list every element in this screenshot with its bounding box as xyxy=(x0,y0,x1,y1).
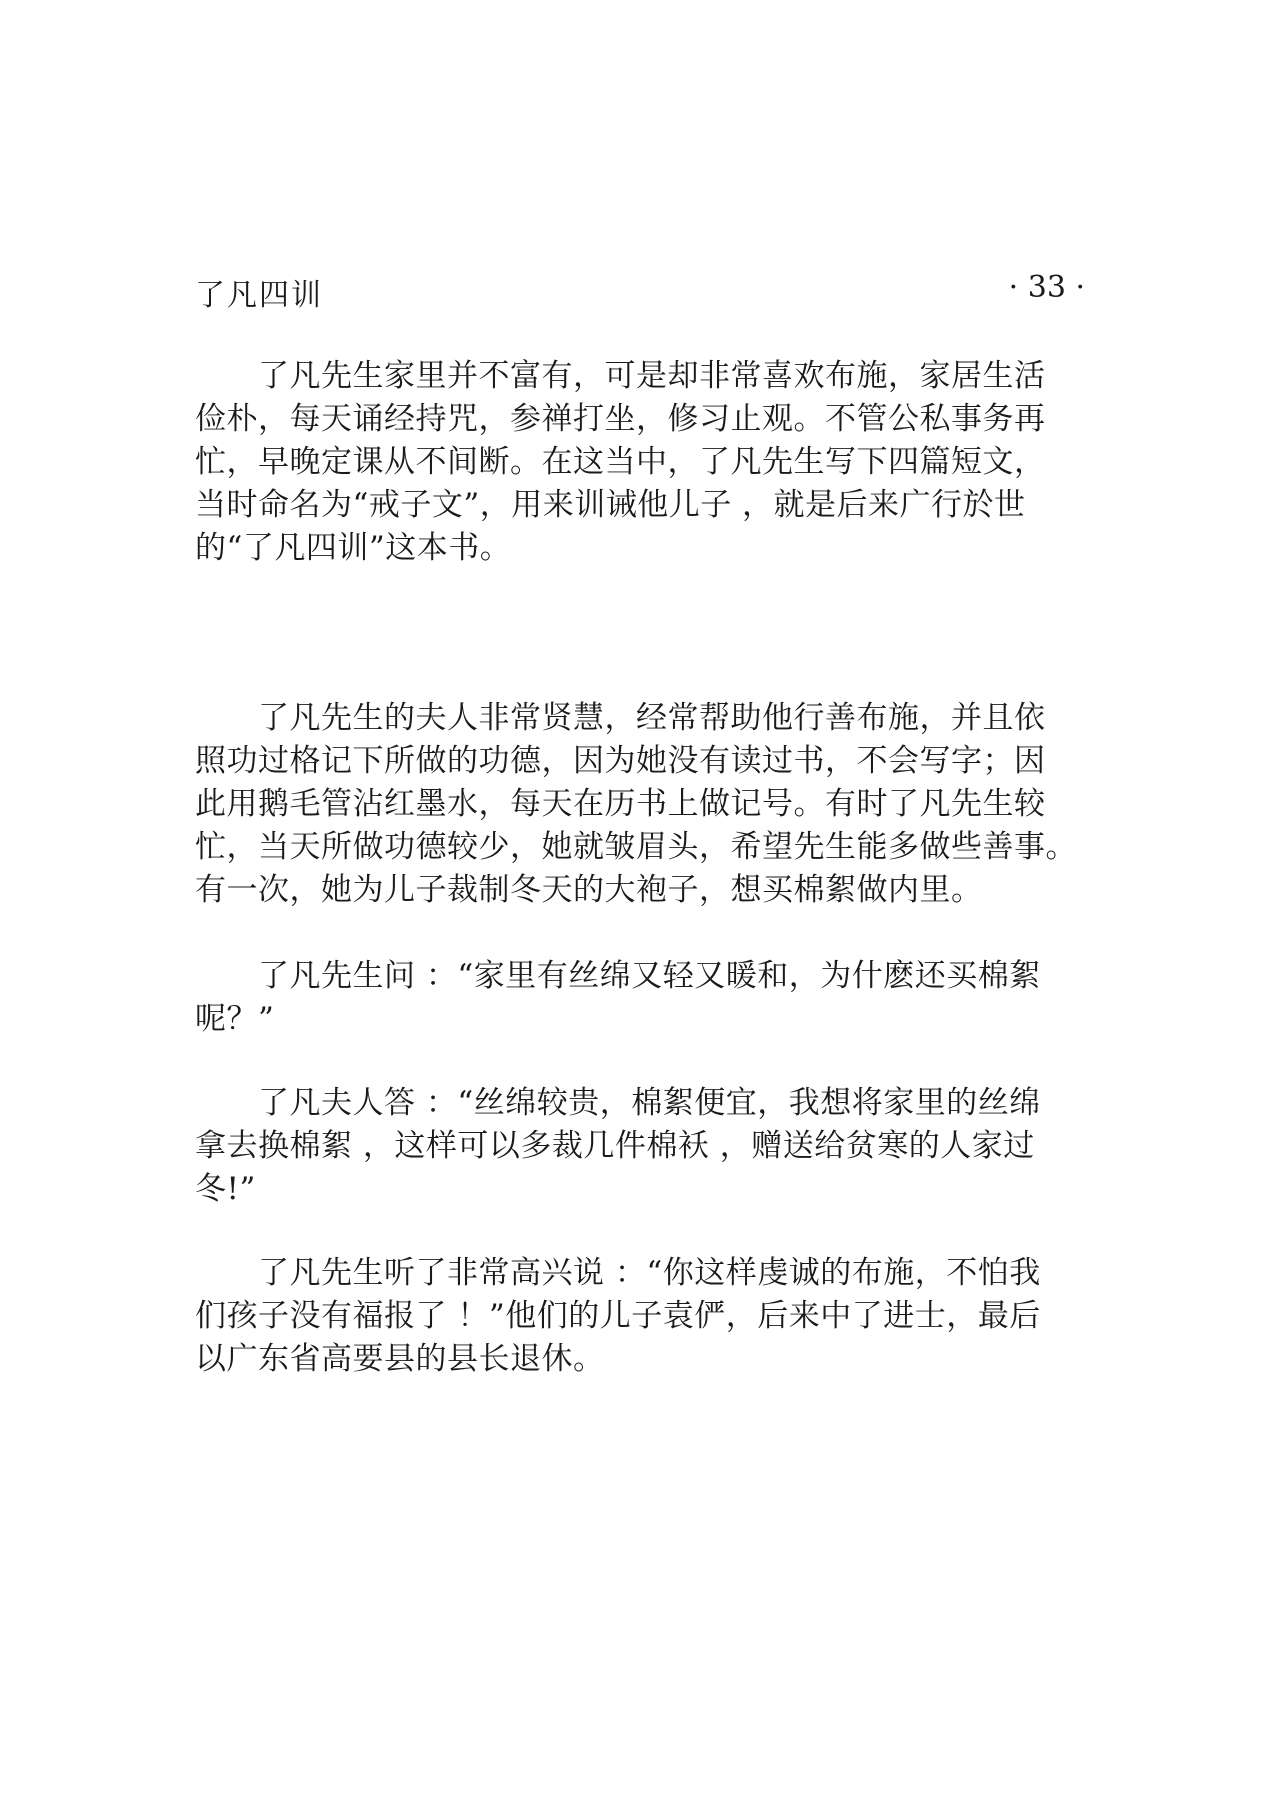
page-number: · 33 · xyxy=(1008,270,1085,305)
paragraph-1: 了凡先生家里并不富有，可是却非常喜欢布施，家居生活 俭朴，每天诵经持咒，参禅打坐，修习止观。不管公私事务再 忙，早晚定课从不间断。在这当中，了凡先生写下四篇短文， 当时命名为“戒子文”，用来训诫他儿子 ，就是后来广行於世 的“了凡四训”这本书。 xyxy=(195,358,1046,566)
page-header xyxy=(195,270,1085,313)
book-title: 了凡四训 xyxy=(195,278,323,313)
paragraph-4: 了凡夫人答 ：“丝绵较贵，棉絮便宜，我想将家里的丝绵 拿去换棉絮 ，这样可以多裁几件棉袄 ，赠送给贫寒的人家过 冬!” xyxy=(195,1085,1041,1207)
paragraph-2: 了凡先生的夫人非常贤慧，经常帮助他行善布施，并且依 照功过格记下所做的功德，因为她没有读过书，不会写字；因 此用鹅毛管沾红墨水，每天在历书上做记号。有时了凡先生较 忙，当天所做功德较少，她就皱眉头，希望先生能多做些善事。 有一次，她为儿子裁制冬天的大袍子，想买棉絮做内里。 xyxy=(195,700,1077,908)
paragraph-5: 了凡先生听了非常高兴说 ：“你这样虔诚的布施，不怕我 们孩子没有福报了 ！”他们的儿子袁俨，后来中了进士，最后 以广东省高要县的县长退休。 xyxy=(195,1255,1041,1377)
paragraph-3: 了凡先生问 ：“家里有丝绵又轻又暖和，为什麽还买棉絮 呢？” xyxy=(195,958,1041,1037)
